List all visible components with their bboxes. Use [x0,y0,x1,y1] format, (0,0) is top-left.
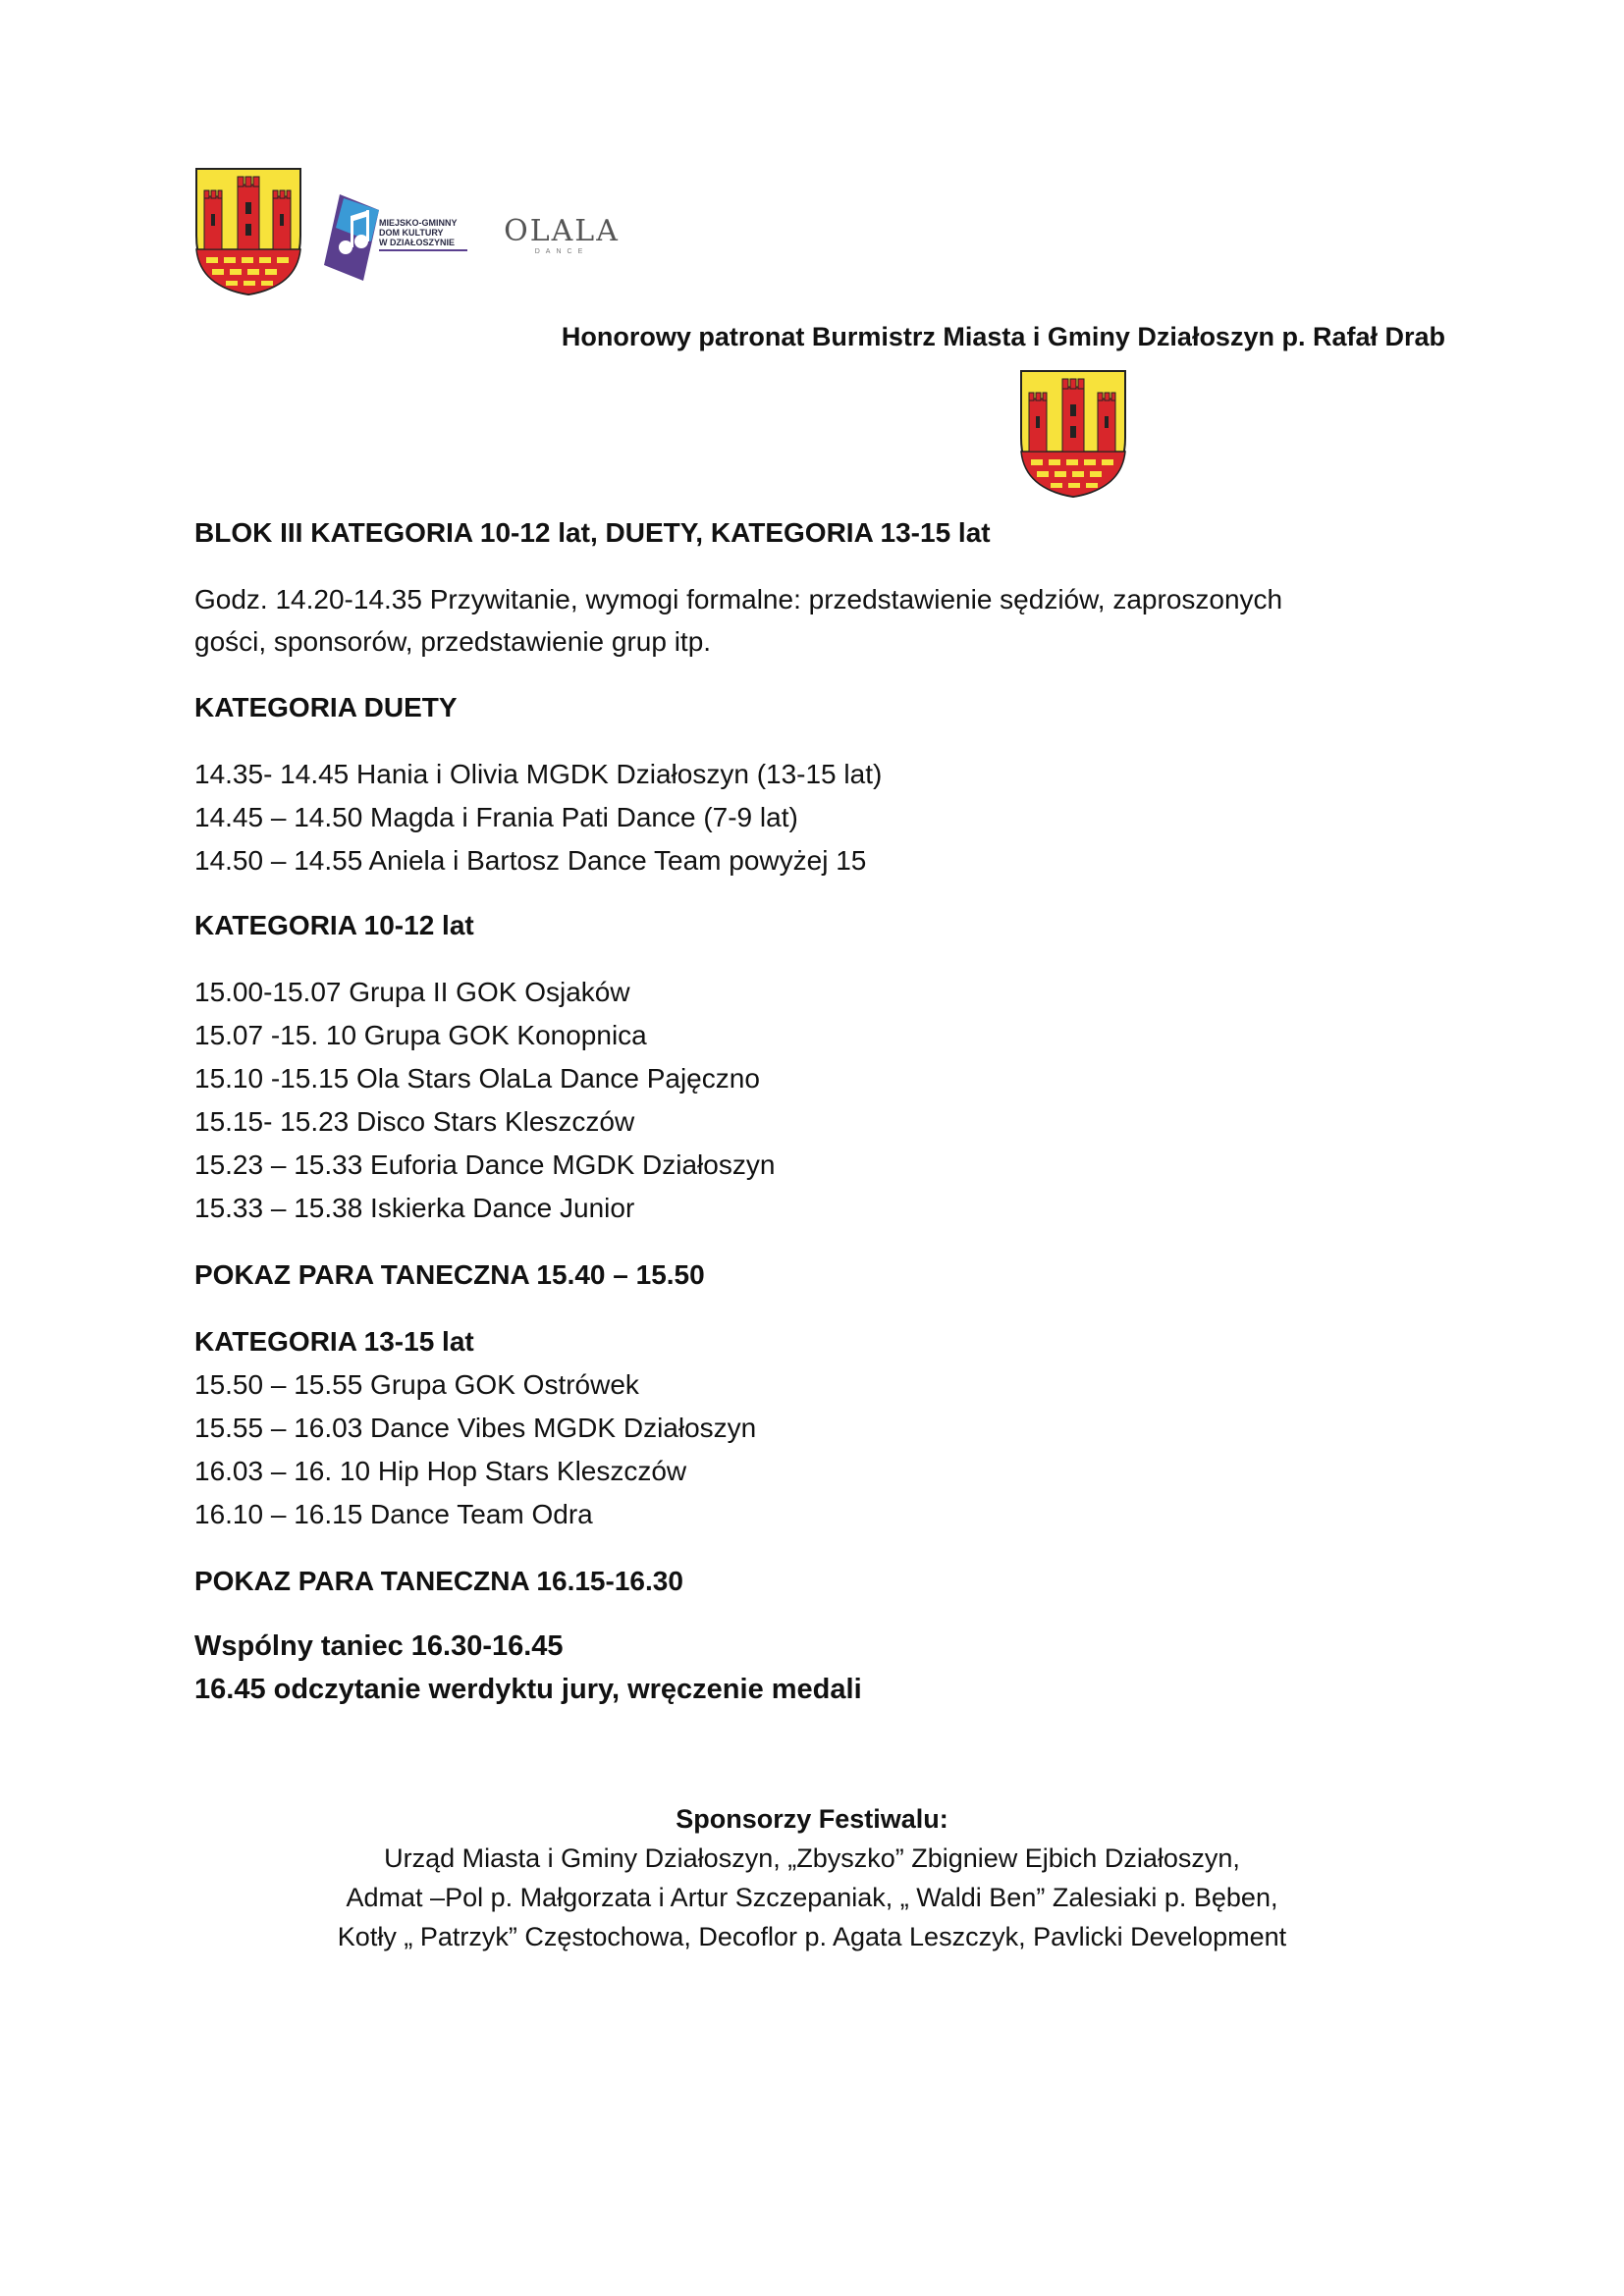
olala-logo-text: OLALA [504,214,620,248]
sponsors-heading: Sponsorzy Festiwalu: [676,1804,948,1834]
patronage-text: Honorowy patronat Burmistrz Miasta i Gminy Działoszyn p. Rafał Drab [561,322,1445,351]
schedule-item: 15.07 -15. 10 Grupa GOK Konopnica [194,1020,647,1050]
category-10-12-heading: KATEGORIA 10-12 lat [194,910,474,940]
duets-heading: KATEGORIA DUETY [194,692,458,722]
category-13-15-heading: KATEGORIA 13-15 lat [194,1326,474,1357]
closing-line: Wspólny taniec 16.30-16.45 [194,1630,564,1662]
schedule-item: 16.10 – 16.15 Dance Team Odra [194,1499,593,1529]
schedule-item: 15.50 – 15.55 Grupa GOK Ostrówek [194,1369,639,1400]
olala-logo [503,214,621,255]
music-note-icon [322,192,381,283]
intro-line: gości, sponsorów, przedstawienie grup itp. [194,626,712,657]
schedule-item: 14.45 – 14.50 Magda i Frania Pati Dance (7-9 lat) [194,802,798,832]
olala-logo-subtext: DANCE [534,248,589,255]
coat-of-arms-logo [194,167,302,296]
schedule-item: 15.00-15.07 Grupa II GOK Osjaków [194,977,630,1007]
schedule-item: 14.50 – 14.55 Aniela i Bartosz Dance Team powyżej 15 [194,845,867,876]
mgdk-logo-line: MIEJSKO-GMINNY [379,218,458,228]
mgdk-logo [322,192,467,283]
schedule-item: 15.15- 15.23 Disco Stars Kleszczów [194,1106,635,1137]
sponsors-line: Urząd Miasta i Gminy Działoszyn, „Zbyszko” Zbigniew Ejbich Działoszyn, [384,1843,1240,1873]
show-heading: POKAZ PARA TANECZNA 15.40 – 15.50 [194,1259,705,1290]
sponsors-line: Admat –Pol p. Małgorzata i Artur Szczepaniak, „ Waldi Ben” Zalesiaki p. Bęben, [346,1883,1278,1912]
schedule-item: 15.23 – 15.33 Euforia Dance MGDK Działoszyn [194,1149,776,1180]
patron-coat-of-arms-logo [1019,369,1127,499]
closing-line: 16.45 odczytanie werdyktu jury, wręczenie medali [194,1674,862,1705]
schedule-item: 15.10 -15.15 Ola Stars OlaLa Dance Pajęczno [194,1063,760,1094]
mgdk-logo-line: W DZIAŁOSZYNIE [379,238,455,247]
mgdk-logo-line: DOM KULTURY [379,228,444,238]
block-title: BLOK III KATEGORIA 10-12 lat, DUETY, KATEGORIA 13-15 lat [194,517,991,548]
intro-line: Godz. 14.20-14.35 Przywitanie, wymogi formalne: przedstawienie sędziów, zaproszonych [194,584,1283,614]
show-heading: POKAZ PARA TANECZNA 16.15-16.30 [194,1566,683,1596]
schedule-item: 14.35- 14.45 Hania i Olivia MGDK Działoszyn (13-15 lat) [194,759,883,789]
schedule-item: 15.33 – 15.38 Iskierka Dance Junior [194,1193,635,1223]
sponsors-line: Kotły „ Patrzyk” Częstochowa, Decoflor p. Agata Leszczyk, Pavlicki Development [337,1922,1287,1951]
schedule-item: 16.03 – 16. 10 Hip Hop Stars Kleszczów [194,1456,687,1486]
schedule-item: 15.55 – 16.03 Dance Vibes MGDK Działoszyn [194,1413,757,1443]
